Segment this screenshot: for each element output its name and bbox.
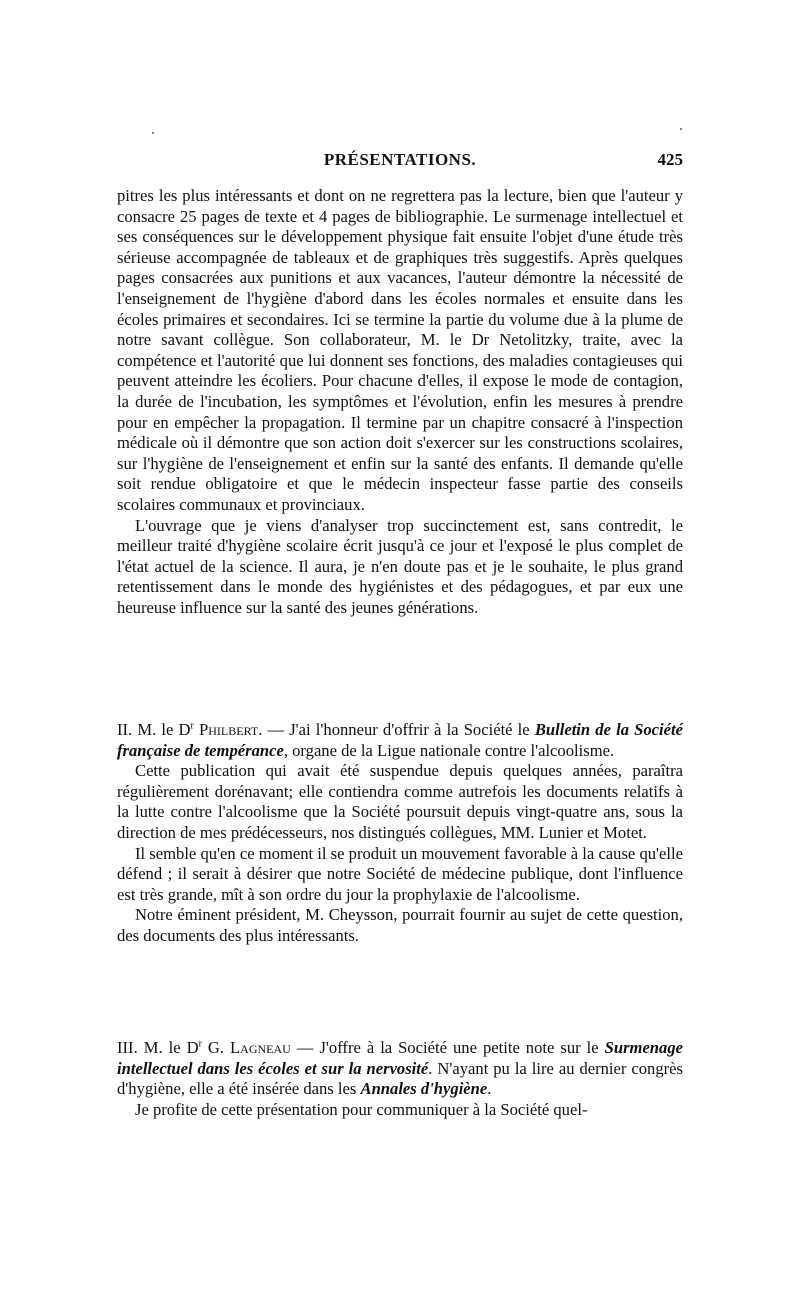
paragraph-cheysson: Notre éminent président, M. Cheysson, pourrait fournir au sujet de cette question, des documents des plus intéressants. [117,905,683,945]
paragraph-text: . N'ayant pu la lire au dernier congrès d'hygiène, elle a été insérée dans les [117,1058,684,1099]
paragraph-review-conclusion: L'ouvrage que je viens d'analyser trop succinctement est, sans contredit, le meilleur traité d'hygiène scolaire écrit jusqu'à ce jour et l'exposé le plus complet de l'état actuel de la science. Il aura, je n'en doute pas et je le souhaite, le plus grand retentissement dans le monde des hygiénistes et des pédagogues, et par eux une heureuse influence sur la santé des jeunes générations. [117,515,683,617]
page-title: PRÉSENTATIONS. [323,150,477,169]
paragraph-lagneau-intro [117,1038,683,1100]
section-continuation [117,186,683,618]
section-number: II. M. le D [117,720,191,739]
publication-title: Annales d'hygiène [360,1079,488,1099]
page-number: 425 [657,150,683,169]
superscript: r [198,1038,202,1050]
paragraph-text: , organe de la Ligue nationale contre l'alcoolisme. [283,740,615,760]
superscript: r [190,720,194,732]
paper-speck [680,128,682,130]
paragraph-text: . — J'ai l'honneur d'offrir à la Société le [258,720,535,739]
paragraph-continuation: Je profite de cette présentation pour communiquer à la Société quel- [135,1099,588,1119]
paragraph-philbert-intro [117,720,683,761]
publication-title: Bulletin de la Société française de tempérance [117,720,683,760]
paper-speck [152,132,154,134]
section-lagneau [117,1038,683,1120]
paragraph-review-continuation: pitres les plus intéressants et dont on ne regrettera pas la lecture, bien que l'auteur y consacre 25 pages de texte et 4 pages de bibliographie. Le surmenage intellectuel et ses conséquences sur le développement physique fait ensuite l'objet d'une étude très sérieuse accompagnée de tableaux et de graphiques très suggestifs. Après quelques pages consacrées aux punitions et aux vacances, l'auteur démontre la nécessité de l'enseignement de l'hygiène d'abord dans les écoles normales et ensuite dans les écoles primaires et secondaires. Ici se termine la partie du volume due à la plume de notre savant collègue. Son collaborateur, M. le Dr Netolitzky, traite, avec la compétence et l'autorité que lui donnent ses fonctions, des maladies contagieuses qui peuvent atteindre les écoliers. Pour chacune d'elles, il expose le mode de contagion, la durée de l'incubation, les symptômes et l'évolution, enfin les mesures à prendre pour en empêcher la propagation. Il termine par un chapitre consacré à l'inspection médicale où il démontre que son action doit s'exercer sur les constructions scolaires, sur l'hygiène de l'enseignement et enfin sur la santé des enfants. Il demande qu'elle soit rendue obligatoire et que le médecin inspecteur fasse partie des conseils scolaires communaux et provinciaux. [117,186,683,514]
author-name: Philbert [199,720,259,739]
section-number: III. M. le D [117,1038,199,1057]
section-philbert [117,720,683,947]
author-name: G. Lagneau [207,1038,291,1057]
paragraph-publication: Cette publication qui avait été suspendue depuis quelques années, paraîtra régulièrement dorénavant; elle contiendra comme autrefois les documents relatifs à la lutte contre l'alcoolisme que la Société poursuit depuis vingt-quatre ans, sous la direction de mes prédécesseurs, nos distingués collègues, MM. Lunier et Motet. [117,761,683,842]
publication-title: Surmenage intellectuel dans les écoles et sur la nervosité [117,1038,683,1078]
paragraph-movement: Il semble qu'en ce moment il se produit un mouvement favorable à la cause qu'elle défend ; il serait à désirer que notre Société de médecine publique, dont l'influence est très grande, mît à son ordre du jour la prophylaxie de l'alcoolisme. [117,843,683,904]
paragraph-text: . [487,1079,492,1099]
paragraph-text: — J'offre à la Société une petite note sur le [290,1038,605,1057]
running-head [117,150,683,174]
